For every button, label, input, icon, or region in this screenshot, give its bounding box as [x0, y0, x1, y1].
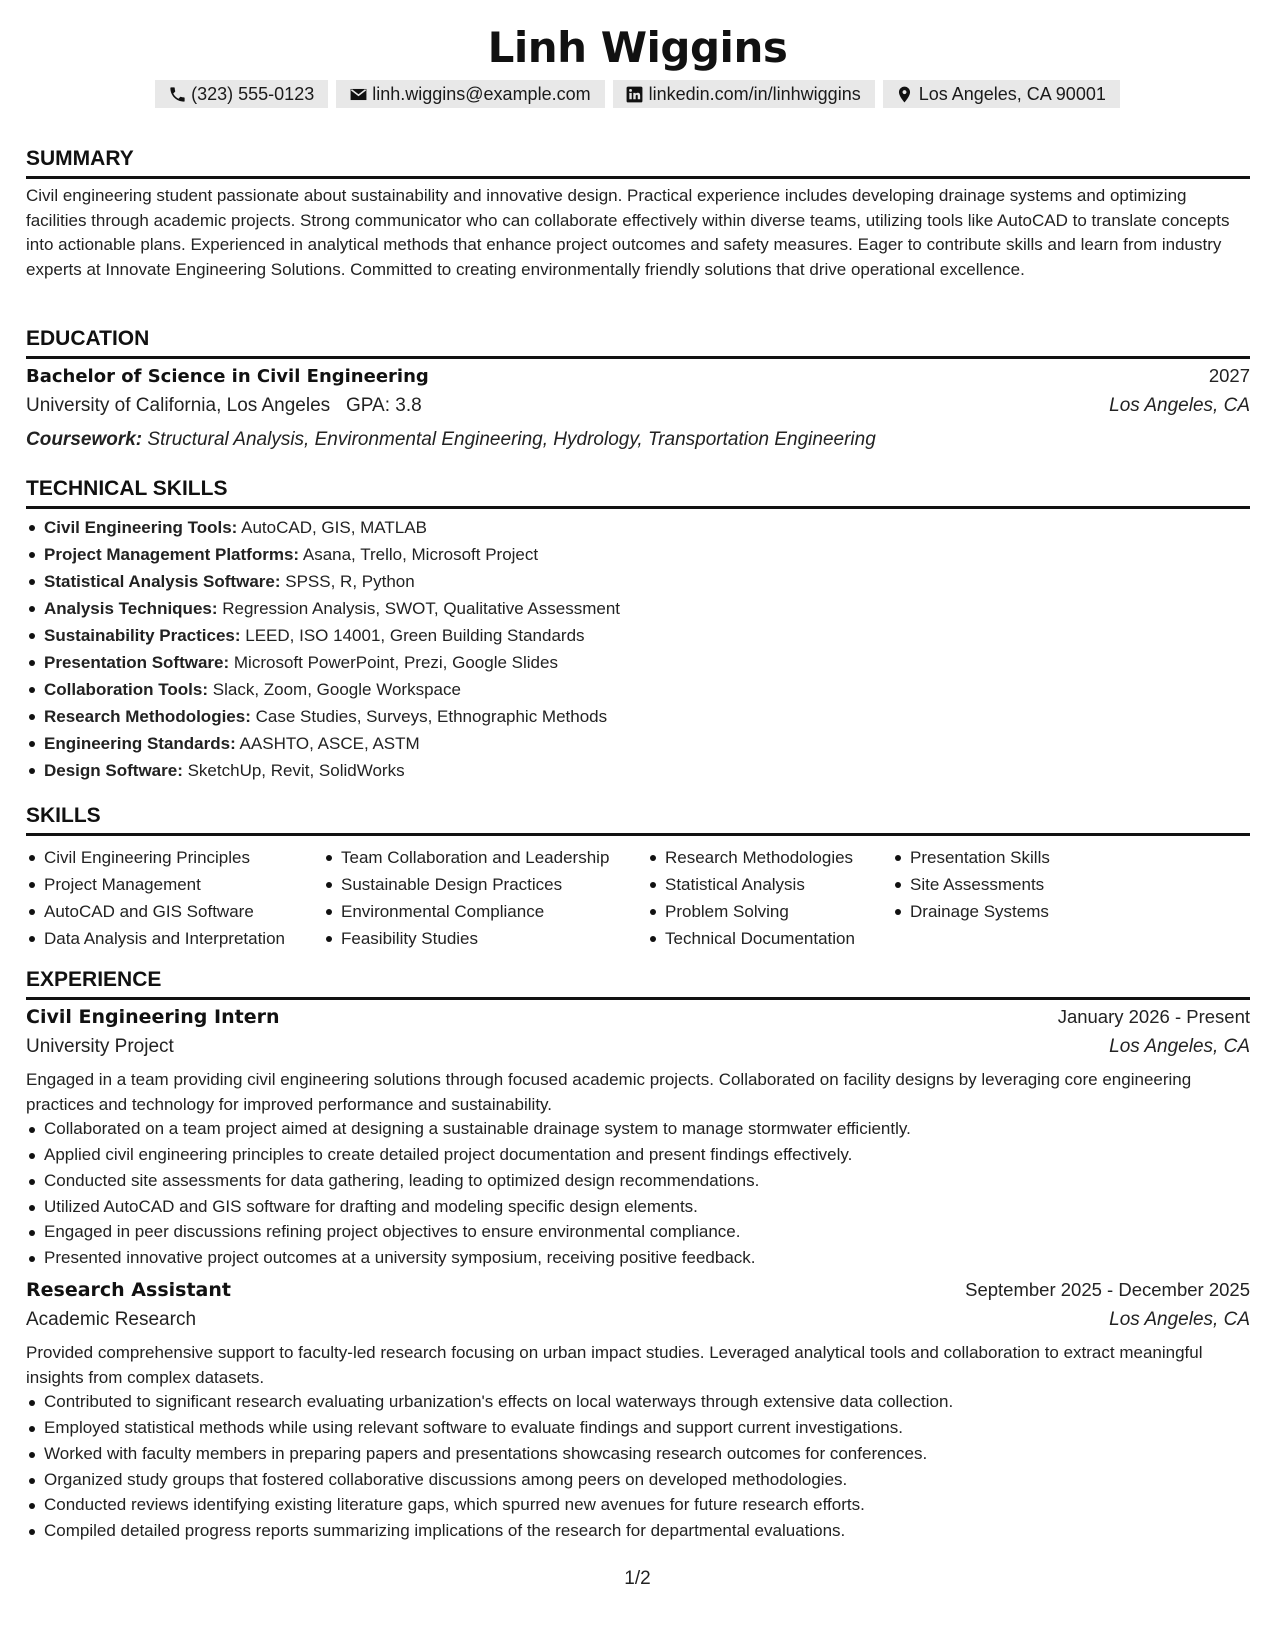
summary-section: [26, 146, 1250, 282]
technical-skill-label: Engineering Standards:: [44, 734, 236, 753]
experience-list: [26, 1006, 1250, 1544]
job-description: Provided comprehensive support to faculty-led research focusing on urban impact studies. Leveraged analytical tools and collaboration to extract meaningful insights from complex datasets.: [26, 1342, 1203, 1387]
job-bullet: Applied civil engineering principles to create detailed project documentation and present findings effectively.: [44, 1142, 1250, 1168]
contact-bar: [0, 80, 1275, 108]
technical-skill-item: [44, 676, 1250, 703]
job-dates: September 2025 - December 2025: [965, 1278, 1250, 1300]
technical-skill-label: Sustainability Practices:: [44, 626, 241, 645]
technical-skill-label: Statistical Analysis Software:: [44, 572, 281, 591]
map-pin-icon: [895, 84, 915, 104]
skill-item: Problem Solving: [665, 898, 892, 925]
skill-item: Statistical Analysis: [665, 871, 892, 898]
summary-text: Civil engineering student passionate about sustainability and innovative design. Practical experience includes developing drainage systems and optimizing facilities through academic projects. Strong communicator who can collaborate effectively within diverse teams, utilizing tools like AutoCAD to translate concepts into actionable plans. Experienced in analytical methods that enhance project outcomes and safety measures. Eager to contribute skills and learn from industry experts at Innovate Engineering Solutions. Committed to creating environmentally friendly solutions that drive operational excellence.: [26, 186, 1230, 279]
education-degree-row: [26, 365, 1250, 395]
skill-item: Presentation Skills: [910, 844, 1192, 871]
candidate-name: Linh Wiggins: [487, 23, 788, 72]
technical-skill-item: [44, 541, 1250, 568]
technical-skill-value: Case Studies, Surveys, Ethnographic Methods: [255, 707, 608, 726]
technical-skills-section: [26, 476, 1250, 784]
skill-item: Feasibility Studies: [341, 925, 647, 952]
contact-email-text: linh.wiggins@example.com: [372, 83, 591, 104]
skills-heading: SKILLS: [26, 804, 101, 827]
technical-skill-item: [44, 595, 1250, 622]
job-bullets: [26, 1116, 1250, 1271]
education-section: [26, 326, 1250, 455]
job-bullets: [26, 1389, 1250, 1544]
summary-heading: SUMMARY: [26, 147, 134, 170]
job-bullet: Compiled detailed progress reports summarizing implications of the research for departmental evaluations.: [44, 1518, 1250, 1544]
technical-skill-value: Asana, Trello, Microsoft Project: [302, 545, 539, 564]
skills-column: [26, 844, 323, 952]
graduation-year: 2027: [1208, 365, 1250, 386]
skill-item: Project Management: [44, 871, 323, 898]
technical-skill-value: Microsoft PowerPoint, Prezi, Google Slides: [233, 653, 558, 672]
technical-skills-list: [26, 514, 1250, 784]
skill-item: Sustainable Design Practices: [341, 871, 647, 898]
job-title: Civil Engineering Intern: [26, 1006, 280, 1028]
job-bullet: Presented innovative project outcomes at a university symposium, receiving positive feedback.: [44, 1245, 1250, 1271]
technical-skill-value: Regression Analysis, SWOT, Qualitative Assessment: [222, 599, 621, 618]
job-bullet: Conducted site assessments for data gathering, leading to optimized design recommendations.: [44, 1168, 1250, 1194]
technical-skill-item: [44, 622, 1250, 649]
job-location: Los Angeles, CA: [1109, 1308, 1250, 1330]
job-bullet: Utilized AutoCAD and GIS software for drafting and modeling specific design elements.: [44, 1194, 1250, 1220]
section-divider: [26, 506, 1250, 509]
technical-skill-value: Slack, Zoom, Google Workspace: [212, 680, 461, 699]
technical-skill-label: Presentation Software:: [44, 653, 230, 672]
linkedin-icon: [625, 84, 645, 104]
skills-column: [892, 844, 1192, 952]
job-bullet: Worked with faculty members in preparing papers and presentations showcasing research outcomes for conferences.: [44, 1441, 1250, 1467]
technical-skill-item: [44, 514, 1250, 541]
job-title: Research Assistant: [26, 1278, 231, 1301]
coursework-label: Coursework:: [26, 429, 143, 450]
coursework-line: [26, 425, 1250, 455]
job-description: Engaged in a team providing civil engineering solutions through focused academic projects. Collaborated on facility designs by leveraging core engineering practices and technology for improved performance and sustainability.: [26, 1070, 1192, 1114]
skill-item: Environmental Compliance: [341, 898, 647, 925]
job-bullet: Collaborated on a team project aimed at designing a sustainable drainage system to manage stormwater efficiently.: [44, 1116, 1250, 1142]
experience-section: [26, 967, 1250, 1544]
skill-item: Civil Engineering Principles: [44, 844, 323, 871]
phone-icon: [167, 84, 187, 104]
technical-skill-item: [44, 757, 1250, 784]
job-organization: University Project: [26, 1036, 174, 1057]
job-bullet: Conducted reviews identifying existing literature gaps, which spurred new avenues for future research efforts.: [44, 1492, 1250, 1518]
experience-title-row: [26, 1279, 1250, 1309]
experience-heading: EXPERIENCE: [26, 968, 162, 991]
skill-item: Site Assessments: [910, 871, 1192, 898]
skill-item: Data Analysis and Interpretation: [44, 925, 323, 952]
gpa: GPA: 3.8: [346, 395, 422, 416]
technical-skill-label: Project Management Platforms:: [44, 545, 300, 564]
job-location: Los Angeles, CA: [1109, 1036, 1250, 1057]
experience-org-row: [26, 1309, 1250, 1341]
section-divider: [26, 176, 1250, 179]
experience-entry: [26, 1279, 1250, 1544]
technical-skill-value: AASHTO, ASCE, ASTM: [239, 734, 420, 753]
education-heading: EDUCATION: [26, 327, 150, 350]
experience-title-row: [26, 1006, 1250, 1036]
skills-column: [323, 844, 647, 952]
school-name: University of California, Los Angeles: [26, 395, 331, 416]
technical-skill-item: [44, 703, 1250, 730]
technical-skill-item: [44, 568, 1250, 595]
skill-item: Research Methodologies: [665, 844, 892, 871]
school-location: Los Angeles, CA: [1109, 395, 1250, 416]
contact-phone[interactable]: [155, 80, 328, 108]
technical-skill-item: [44, 730, 1250, 757]
envelope-icon: [348, 84, 368, 104]
skills-section: [26, 803, 1250, 952]
contact-location-text: Los Angeles, CA 90001: [918, 83, 1106, 104]
job-organization: Academic Research: [26, 1308, 197, 1330]
technical-skill-label: Research Methodologies:: [44, 707, 251, 726]
skill-item: Team Collaboration and Leadership: [341, 844, 647, 871]
section-divider: [26, 356, 1250, 359]
technical-skill-value: SketchUp, Revit, SolidWorks: [187, 761, 405, 780]
technical-skills-heading: TECHNICAL SKILLS: [26, 477, 228, 500]
contact-linkedin[interactable]: [613, 80, 875, 108]
skill-item: Drainage Systems: [910, 898, 1192, 925]
technical-skill-label: Civil Engineering Tools:: [44, 518, 238, 537]
degree-title: Bachelor of Science in Civil Engineering: [26, 366, 429, 387]
technical-skill-item: [44, 649, 1250, 676]
job-bullet: Organized study groups that fostered collaborative discussions among peers on developed methodologies.: [44, 1467, 1250, 1493]
contact-linkedin-text: linkedin.com/in/linhwiggins: [648, 83, 861, 104]
school-line: [26, 395, 422, 417]
technical-skill-value: LEED, ISO 14001, Green Building Standards: [245, 626, 585, 645]
job-bullet: Contributed to significant research evaluating urbanization's effects on local waterways through extensive data collection.: [44, 1389, 1250, 1415]
experience-entry: [26, 1006, 1250, 1271]
skill-item: Technical Documentation: [665, 925, 892, 952]
section-divider: [26, 997, 1250, 1000]
coursework-list: Structural Analysis, Environmental Engineering, Hydrology, Transportation Engineering: [147, 429, 876, 450]
contact-location[interactable]: [883, 80, 1120, 108]
contact-phone-text: (323) 555-0123: [191, 83, 315, 104]
section-divider: [26, 833, 1250, 836]
job-dates: January 2026 - Present: [1057, 1006, 1250, 1027]
skills-grid: [26, 844, 1250, 952]
skill-item: AutoCAD and GIS Software: [44, 898, 323, 925]
technical-skill-label: Collaboration Tools:: [44, 680, 209, 699]
page-number: 1/2: [624, 1568, 651, 1589]
job-bullet: Employed statistical methods while using relevant software to evaluate findings and support current investigations.: [44, 1415, 1250, 1441]
experience-org-row: [26, 1036, 1250, 1068]
contact-email[interactable]: [336, 80, 604, 108]
skills-column: [647, 844, 892, 952]
education-school-row: [26, 395, 1250, 425]
technical-skill-value: AutoCAD, GIS, MATLAB: [241, 518, 427, 537]
technical-skill-label: Design Software:: [44, 761, 183, 780]
technical-skill-value: SPSS, R, Python: [285, 572, 415, 591]
job-bullet: Engaged in peer discussions refining project objectives to ensure environmental compliance.: [44, 1219, 1250, 1245]
technical-skill-label: Analysis Techniques:: [44, 599, 218, 618]
